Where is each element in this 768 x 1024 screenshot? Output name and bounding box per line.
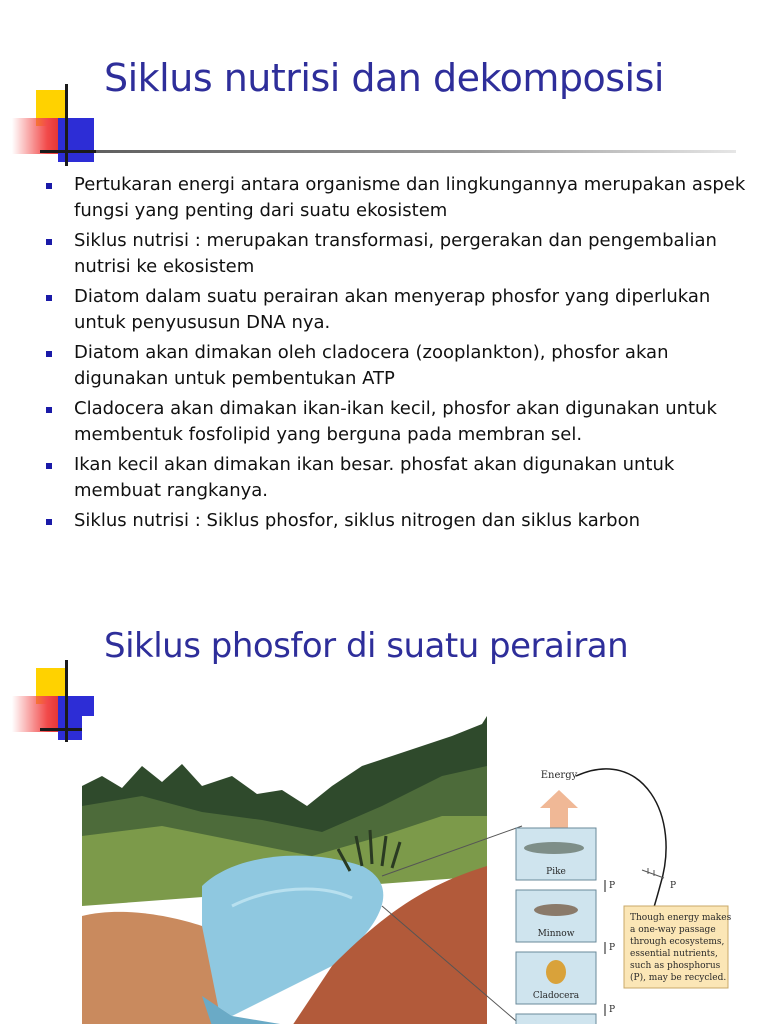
title-underline [96,150,736,153]
phosphorus-cycle-figure [82,716,742,1024]
cladocera-label: Cladocera [532,991,580,1001]
bullet-text: Siklus nutrisi : Siklus phosfor, siklus nitrogen dan siklus karbon [74,510,641,531]
bullet-text: Ikan kecil akan dimakan ikan besar. phosfat akan digunakan untuk membuat rangkanya. [74,454,675,501]
slide-1-title: Siklus nutrisi dan dekomposisi [104,56,664,100]
deco-vertical-line [65,84,68,166]
energy-label: Energy [540,770,578,781]
energy-arrow-head [540,790,578,808]
note-line: essential nutrients, [630,949,718,959]
title-decoration [0,0,110,130]
cladocera-illustration [546,960,566,984]
bullet-text: Diatom dalam suatu perairan akan menyerap phosfor yang diperlukan untuk penyususun DNA nya. [74,286,711,333]
energy-arrow [540,770,578,828]
p-label: P [609,1005,616,1015]
note-callout [624,906,734,988]
bullet-marker [46,239,52,245]
pond-landscape-illustration [82,716,522,1024]
p-label: P [609,881,616,891]
bullet-marker [46,183,52,189]
bullet-item [44,172,754,224]
deco-horizontal-line [40,150,104,153]
bullet-text: Siklus nutrisi : merupakan transformasi, pergerakan dan pengembalian nutrisi ke ekosistem [74,230,717,277]
deco-red-square [12,696,62,732]
bullet-item [44,396,754,448]
deco-blue-square [58,118,94,162]
bullet-item [44,284,754,336]
slide-2-title: Siklus phosfor di suatu perairan [104,626,629,666]
bullet-marker [46,519,52,525]
deco-red-square [12,118,62,154]
bullet-text: Diatom akan dimakan oleh cladocera (zooplankton), phosfor akan digunakan untuk pembentukan ATP [74,342,669,389]
pike-label: Pike [546,867,566,877]
energy-arrow-shaft [550,808,568,828]
slide-2 [0,600,768,1024]
bullet-marker [46,463,52,469]
p-label: P [609,943,616,953]
bullet-text: Cladocera akan dimakan ikan-ikan kecil, phosfor akan digunakan untuk membentuk fosfolipid yang berguna pada membran sel. [74,398,717,445]
bullet-item [44,340,754,392]
title-decoration [0,600,110,730]
note-line: such as phosphorus [630,961,721,971]
bullet-list [44,172,754,538]
trophic-level-pike [516,828,596,880]
pike-illustration [524,842,584,854]
minnow-illustration [534,904,578,916]
bullet-marker [46,351,52,357]
note-line: a one-way passage [630,925,716,935]
bullet-marker [46,295,52,301]
bullet-item [44,452,754,504]
trophic-box [516,1014,596,1024]
p-label: P [670,881,677,891]
trophic-level-cladocera [516,952,596,1024]
bullet-item [44,508,754,534]
note-line: (P), may be recycled. [630,973,727,983]
minnow-label: Minnow [537,929,575,939]
note-line: Though energy makes [630,913,732,923]
bullet-text: Pertukaran energi antara organisme dan lingkungannya merupakan aspek fungsi yang penting dari suatu ekosistem [74,174,746,221]
fish-skeleton-icon [642,868,664,878]
bullet-marker [46,407,52,413]
note-line: through ecosystems, [630,937,725,947]
trophic-level-minnow [516,890,596,942]
bullet-item [44,228,754,280]
